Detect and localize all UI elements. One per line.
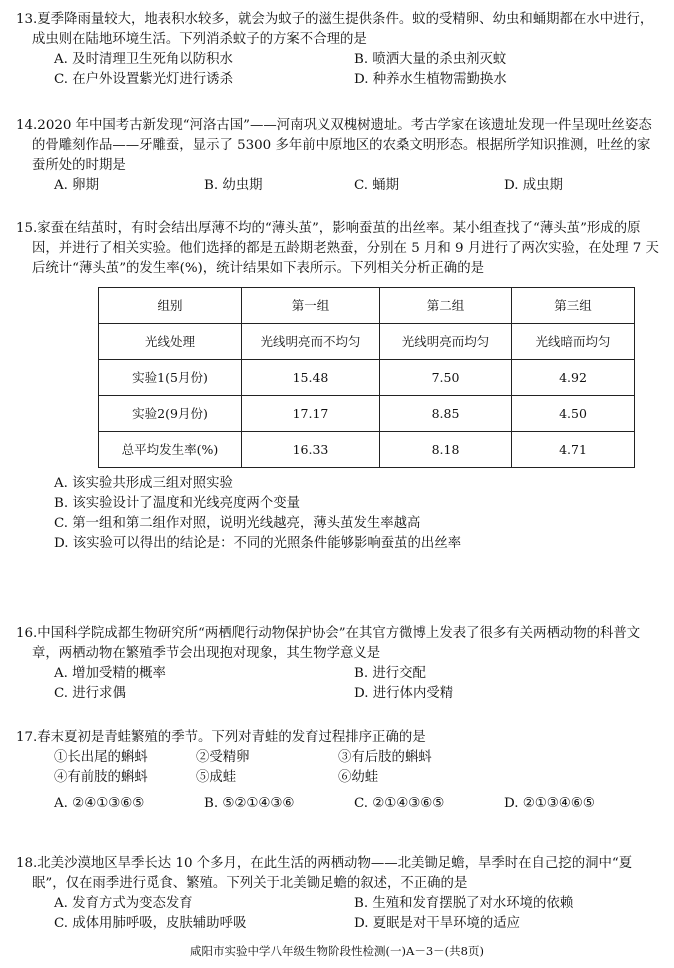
question-stem: 16.中国科学院成都生物研究所“两栖爬行动物保护协会”在其官方微博上发表了很多有关两栖动物的科普文章，两栖动物在繁殖季节会出现抱对现象，其生物学意义是 xyxy=(16,626,641,661)
option-b[interactable]: B. 幼虫期 xyxy=(204,178,263,193)
table-row xyxy=(99,360,635,396)
table-row xyxy=(99,432,635,468)
table-cell: 光线暗而均匀 xyxy=(512,324,635,360)
results-table xyxy=(98,287,635,468)
table-header-cell: 第二组 xyxy=(380,288,512,324)
stage-item: ②受精卵 xyxy=(196,750,250,765)
option-c[interactable]: C. ②①④③⑥⑤ xyxy=(354,796,445,811)
stage-item: ①长出尾的蝌蚪 xyxy=(54,750,148,765)
development-stages xyxy=(54,748,662,788)
option-c[interactable]: C. 在户外设置紫光灯进行诱杀 xyxy=(54,72,233,87)
table-cell: 光线明亮而均匀 xyxy=(380,324,512,360)
question-stem: 13.夏季降雨量较大，地表积水较多，就会为蚊子的滋生提供条件。蚊的受精卵、幼虫和蛹期都在水中进行，成虫则在陆地环境生活。下列消杀蚊子的方案不合理的是 xyxy=(16,12,654,47)
table-header-cell: 第一组 xyxy=(242,288,380,324)
option-c[interactable]: C. 进行求偶 xyxy=(54,686,126,701)
question-stem: 17.春末夏初是青蛙繁殖的季节。下列对青蛙的发育过程排序正确的是 xyxy=(16,730,426,745)
table-header-cell: 第三组 xyxy=(512,288,635,324)
stage-item: ⑤成蛙 xyxy=(196,770,237,785)
table-cell: 7.50 xyxy=(380,360,512,396)
options xyxy=(54,664,662,704)
option-d[interactable]: D. 该实验可以得出的结论是：不同的光照条件能够影响蚕茧的出丝率 xyxy=(54,536,462,551)
option-c[interactable]: C. 蛹期 xyxy=(354,178,400,193)
page-footer: 咸阳市实验中学八年级生物阶段性检测(一)A－3－(共8页) xyxy=(190,944,484,958)
table-cell: 总平均发生率(%) xyxy=(99,432,242,468)
options xyxy=(54,794,662,814)
option-a[interactable]: A. ②④①③⑥⑤ xyxy=(54,796,145,811)
option-b[interactable]: B. 生殖和发育摆脱了对水环境的依赖 xyxy=(354,896,574,911)
table-cell: 实验1(5月份) xyxy=(99,360,242,396)
table-cell: 8.85 xyxy=(380,396,512,432)
option-d[interactable]: D. 成虫期 xyxy=(504,178,563,193)
option-d[interactable]: D. ②①③④⑥⑤ xyxy=(504,796,595,811)
question-stem: 14.2020 年中国考古新发现“河洛古国”——河南巩义双槐树遗址。考古学家在该遗址发现一件呈现吐丝姿态的骨雕刻作品——牙雕蚕，显示了 5300 多年前中原地区的农桑文明形态。根据所学知识推测，吐丝的家蚕所处的时期是 xyxy=(16,118,652,173)
option-a[interactable]: A. 及时清理卫生死角以防积水 xyxy=(54,52,233,67)
option-b[interactable]: B. ⑤②①④③⑥ xyxy=(204,796,295,811)
question-stem: 18.北美沙漠地区旱季长达 10 个多月，在此生活的两栖动物——北美锄足蟾，旱季时在自己挖的洞中“夏眠”，仅在雨季进行觅食、繁殖。下列关于北美锄足蟾的叙述，不正确的是 xyxy=(16,856,633,891)
options xyxy=(54,176,662,196)
options xyxy=(54,50,662,90)
option-d[interactable]: D. 种养水生植物需勤换水 xyxy=(354,72,507,87)
question-17 xyxy=(16,728,662,814)
table-cell: 16.33 xyxy=(242,432,380,468)
option-d[interactable]: D. 进行体内受精 xyxy=(354,686,454,701)
table-cell: 4.71 xyxy=(512,432,635,468)
options xyxy=(54,894,662,934)
question-stem: 15.家蚕在结茧时，有时会结出厚薄不均的“薄头茧”，影响蚕茧的出丝率。某小组查找了“薄头茧”形成的原因，并进行了相关实验。他们选择的都是五龄期老熟蚕，分别在 5 月和 9 月进行了两次实验，在处理 7 天后统计“薄头茧”的发生率(%)，统计结果如下表所示。下列相关分析正确的是 xyxy=(16,221,659,276)
table-row xyxy=(99,324,635,360)
stage-item: ④有前肢的蝌蚪 xyxy=(54,770,148,785)
question-13 xyxy=(16,10,662,90)
option-b[interactable]: B. 该实验设计了温度和光线亮度两个变量 xyxy=(54,496,300,511)
stage-item: ⑥幼蛙 xyxy=(338,770,379,785)
option-c[interactable]: C. 成体用肺呼吸，皮肤辅助呼吸 xyxy=(54,916,247,931)
option-b[interactable]: B. 进行交配 xyxy=(354,666,426,681)
question-14 xyxy=(16,116,662,196)
table-header-row xyxy=(99,288,635,324)
question-15 xyxy=(16,219,662,554)
table-cell: 实验2(9月份) xyxy=(99,396,242,432)
table-header-cell: 组别 xyxy=(99,288,242,324)
option-a[interactable]: A. 发育方式为变态发育 xyxy=(54,896,193,911)
question-18 xyxy=(16,854,662,934)
option-d[interactable]: D. 夏眠是对干旱环境的适应 xyxy=(354,916,521,931)
table-cell: 4.50 xyxy=(512,396,635,432)
options xyxy=(54,474,662,554)
table-cell: 15.48 xyxy=(242,360,380,396)
option-a[interactable]: A. 卵期 xyxy=(54,178,99,193)
table-cell: 光线明亮而不均匀 xyxy=(242,324,380,360)
table-cell: 17.17 xyxy=(242,396,380,432)
table-row xyxy=(99,396,635,432)
stage-item: ③有后肢的蝌蚪 xyxy=(338,750,432,765)
option-a[interactable]: A. 增加受精的概率 xyxy=(54,666,166,681)
option-c[interactable]: C. 第一组和第二组作对照，说明光线越亮，薄头茧发生率越高 xyxy=(54,516,421,531)
option-a[interactable]: A. 该实验共形成三组对照实验 xyxy=(54,476,233,491)
table-cell: 8.18 xyxy=(380,432,512,468)
table-cell: 光线处理 xyxy=(99,324,242,360)
table-cell: 4.92 xyxy=(512,360,635,396)
option-b[interactable]: B. 喷洒大量的杀虫剂灭蚊 xyxy=(354,52,507,67)
question-16 xyxy=(16,624,662,704)
